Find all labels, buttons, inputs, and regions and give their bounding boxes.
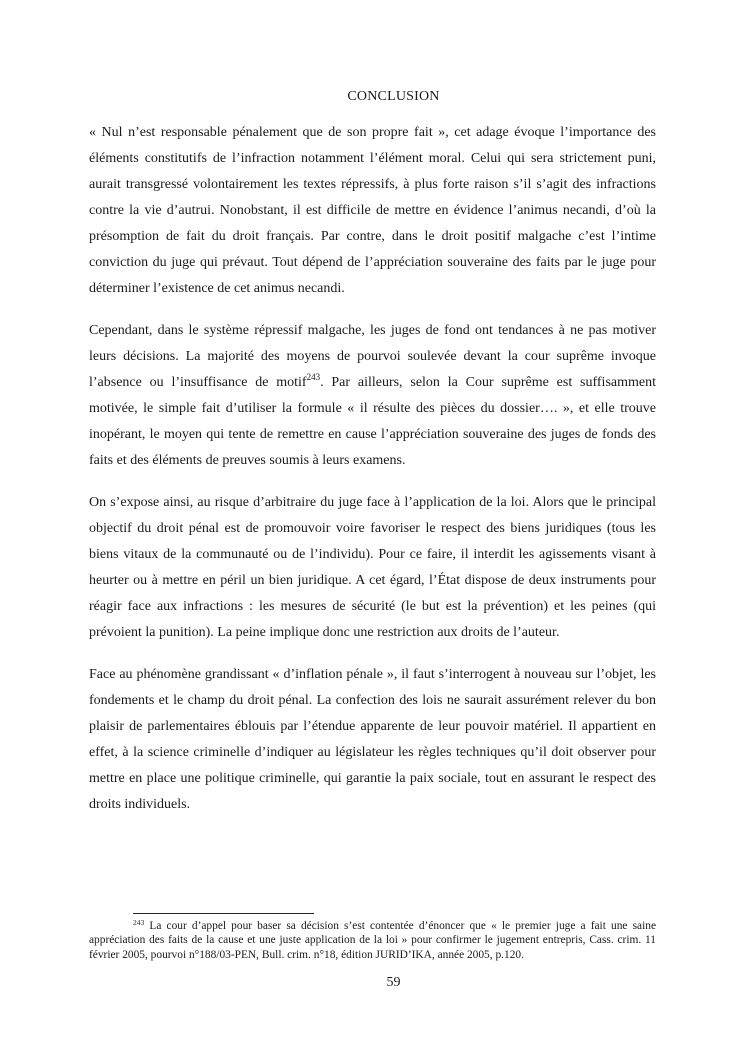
body-text (89, 120, 656, 834)
page-title: CONCLUSION (347, 89, 440, 104)
paragraph-2 (89, 318, 656, 474)
document-page (89, 0, 656, 1053)
paragraph-3: On s’expose ainsi, au risque d’arbitraire du juge face à l’application de la loi. Alors que le principal objectif du droit pénal est de promouvoir voire favoriser le respect des biens juridiques (tous les biens vitaux de la communauté ou de l’individu). Pour ce faire, il interdit les agissements visant à heurter ou à mettre en péril un bien juridique. A cet égard, l’État dispose de deux instruments pour réagir face aux infractions : les mesures de sécurité (le but est la prévention) et les peines (qui prévoient la punition). La peine implique donc une restriction aux droits de l’auteur. (89, 495, 656, 640)
paragraph-4: Face au phénomène grandissant « d’inflation pénale », il faut s’interrogent à nouveau sur l’objet, les fondements et le champ du droit pénal. La confection des lois ne saurait assurément relever du bon plaisir de parlementaires éblouis par l’étendue apparente de leur pouvoir matériel. Il appartient en effet, à la science criminelle d’indiquer au législateur les règles techniques qu’il doit observer pour mettre en place une politique criminelle, qui garantie la paix sociale, tout en assurant le respect des droits individuels. (89, 667, 656, 812)
paragraph-2-text-after: . Par ailleurs, selon la Cour suprême est suffisamment motivée, le simple fait d’utiliser la formule « il résulte des pièces du dossier…. », et elle trouve inopérant, le moyen qui tente de remettre en cause l’appréciation souveraine des juges de fonds des faits et des éléments de preuves soumis à leurs examens. (89, 375, 656, 468)
footnote (89, 919, 656, 962)
paragraph-2-text-before: Cependant, dans le système répressif malgache, les juges de fond ont tendances à ne pas motiver leurs décisions. La majorité des moyens de pourvoi soulevée devant la cour suprême invoque l’absence ou l’insuffisance de motif (89, 323, 656, 390)
page-number: 59 (386, 975, 401, 990)
footnote-reference[interactable]: 243 (306, 372, 321, 382)
footnote-separator (133, 913, 314, 914)
footnote-indent (89, 920, 133, 932)
footnote-number: 243 (133, 918, 145, 927)
paragraph-1: « Nul n’est responsable pénalement que de son propre fait », cet adage évoque l’importance des éléments constitutifs de l’infraction notamment l’élément moral. Celui qui sera strictement puni, aurait transgressé volontairement les textes répressifs, à plus forte raison s’il s’agit des infractions contre la vie d’autrui. Nonobstant, il est difficile de mettre en évidence l’animus necandi, d’où la présomption de fait du droit français. Par contre, dans le droit positif malgache c’est l’intime conviction du juge qui prévaut. Tout dépend de l’appréciation souveraine des faits par le juge pour déterminer l’existence de cet animus necandi. (89, 125, 656, 296)
footnote-text: La cour d’appel pour baser sa décision s’est contentée d’énoncer que « le premier juge a fait une saine appréciation des faits de la cause et une juste application de la loi » pour confirmer le jugement entrepris, Cass. crim. 11 février 2005, pourvoi n°188/03-PEN, Bull. crim. n°18, édition JURID’IKA, année 2005, p.120. (89, 920, 656, 961)
